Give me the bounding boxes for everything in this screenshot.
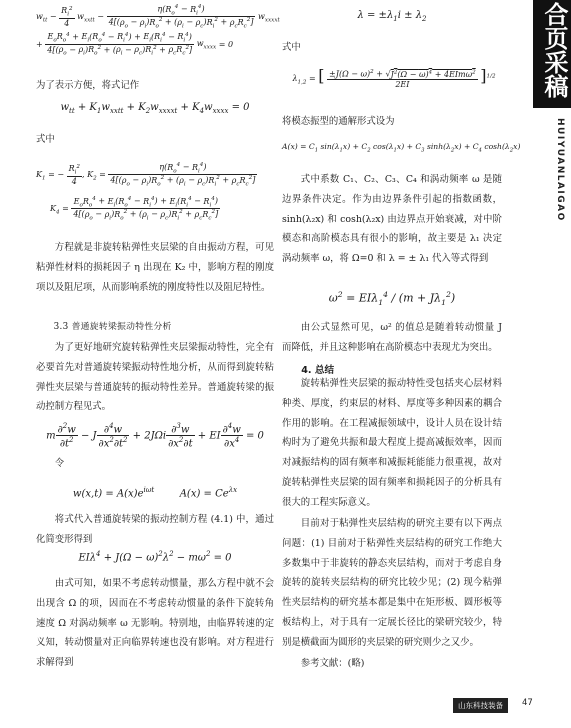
brand-english-label: HUIYUANLAIGAO [555,118,565,222]
paragraph-6: 式中系数 C₁、C₂、C₃、C₄ 和涡动频率 ω 是随边界条件决定。作为由边界条件引起的指数函数，sinh(λ₂x) 和 cosh(λ₂x) 由边界点开始衰减，对中阶模态和高阶模态具有很小的影响，故主要是 λ₁ 决定涡动频率 ω，将 Ω=0 和 λ = ± λ₁ 代入等式得到 [282,174,502,265]
paragraph-9: 目前对于粘弹性夹层结构的研究主要有以下两点问题：(1) 目前对于粘弹性夹层结构的研究工作绝大多数集中于非旋转的静态夹层结构，而对于考虑自身旋转的旋转夹层结构的研究比较少见；(2) 现今粘弹性夹层结构的研究基本都是集中在矩形板、圆形板等板结构上，对于具有一定展长径比的梁研究较少，特别是横截面为圆形的夹层梁的研究则少之又少。 [282,518,502,648]
paragraph-4: 由式可知，如果不考虑转动惯量，那么方程中就不会出现含 Ω 的项，因而在不考虑转动惯量的条件下旋转角速度 Ω 对涡动频率 ω 无影响。特别地，由临界转速的定义知，转动惯量对正向临界转速也没有影响。对方程进行求解得到 [36,578,274,669]
equation-lambda-pm: $\lambda = \pm\lambda_1i \pm \lambda_2$ [357,10,427,23]
equation-top-line2: + $\frac{E_oR_o^4 + E_i(R_o^4 - R_i^4) + E_i(R_i^4 - R_i^4)}{4[(\rho_o - \rho_i)R_o^2 + (\rho_i - \rho_c)R_i^2 + \rho_cR_c^2]}$ $w_{xxxx} = 0$ [36,31,234,57]
paragraph-7: 由公式显然可见，ω² 的值总是随着转动惯量 J 而降低，并且这种影响在高阶模态中表现尤为突出。 [282,322,502,353]
equation-omega: $\omega^2 = EI\lambda_1^4 / (m + J\lambda_1^2)$ [328,290,456,307]
where-label-1: 式中 [36,134,55,145]
equation-k4: $K_4$ = $\frac{E_oR_o^4 + E_i(R_o^4 - R_i^4) + E_i(R_i^4 - R_i^4)}{4[(\rho_o - \rho_i)R_o^2 + (\rho_i - \rho_c)R_i^2 + \rho_cR_c^2]}$ [50,196,219,222]
references-label: 参考文献：(略) [300,658,365,669]
let-label: 令 [54,458,65,469]
footer-page-number: 47 [522,698,533,708]
equation-substitution: $w(x,t) = A(x)e^{i\omega t}$ $A(x) = Ce^{\lambda x}$ [72,486,238,500]
paragraph-5: 将模态振型的通解形式设为 [282,116,395,127]
where-label-2: 式中 [282,42,301,53]
paragraph-1: 方程就是非旋转粘弹性夹层梁的自由振动方程，可见粘弹性材料的损耗因子 η 出现在 K₂ 中，影响方程的刚度项以及阻尼项，从而影响系统的刚度特性以及阻尼特性。 [36,242,274,293]
equation-motion: m $\frac{\partial^2w}{\partial t^2}$ − J $\frac{\partial^4w}{\partial x^2\partial t^2}$ + 2JΩi $\frac{\partial^3w}{\partial x^2\partial t}$ + EI $\frac{\partial^4w}{\partial x^4}$ = 0 [46,422,264,450]
paragraph-8: 旋转粘弹性夹层梁的振动特性受包括夹心层材料种类、厚度，约束层的材料、厚度等多种因素的耦合作用的影响。在工程减振领域中，设计人员在设计结构时为了避免共振和最大程度上提高减振效率，因而对减振结构的固有频率和减振耗能能力很重视，故对旋转粘弹性夹层梁的固有频率和损耗因子的分析具有很大的工程实际意义。 [282,378,502,508]
equation-lambda12: $\lambda_{1,2}$ = [ $\frac{\pm J(\Omega - \omega)^2 + √J^2(\Omega - \omega)^4 + 4EIm\omega^2}{2EI}$ ]$^{1/2}$ [292,66,496,89]
section-heading-4: 4. 总结 [301,365,335,376]
paragraph-3: 将式代入普通旋转梁的振动控制方程 (4.1) 中，通过化简变形得到 [36,514,274,545]
paragraph-2: 为了更好地研究旋转粘弹性夹层梁振动特性，完全有必要首先对普通旋转梁振动特性地分析，从而得到旋转粘弹性夹层梁与普通旋转的振动特性差异。普通旋转梁的振动控制方程见式。 [36,342,274,413]
intro-text-1: 为了表示方便，将式记作 [36,80,140,91]
equation-k1-k2: $K_1$ = − $\frac{R_i^2}{4}$ , $K_2$ = $\frac{\eta(R_o^4 - R_i^4)}{4[(\rho_o - \rho_i)R_o^2 + (\rho_i - \rho_c)R_i^2 + \rho_cR_c^2]}$ [36,162,256,188]
equation-compact: $w_{tt} + K_1w_{xxtt} + K_2w_{xxxxt} + K_4w_{xxxx} = 0$ [60,102,250,115]
equation-top [36,4,280,57]
section-heading-3-3: 3.3 普通旋转梁振动特性分析 [53,322,172,332]
equation-top-line1: $w_{tt}$ − $\frac{R_i^2}{4}$ $w_{xxtt}$ − $\frac{\eta(R_o^4 - R_i^4)}{4[(\rho_o - \rho_i)R_o^2 + (\rho_i - \rho_c)R_i^2 + \rho_cR_c^2]}$ $w_{xxxxt}$ [36,4,280,30]
equation-mode-shape: $A(x) = C_1$ $\sin(\lambda_1x) + C_2$ $\cos(\lambda_1x) + C_3$ $\sinh(\lambda_2x) + C_4$ $\cosh(\lambda_2x)$ [282,142,521,154]
footer-journal-name: 山东科技装备 [453,698,508,713]
brand-chinese-logo: 合页采稿 [540,2,568,98]
equation-characteristic: $EI\lambda^4 + J(\Omega - \omega)^2\lambda^2 - m\omega^2 = 0$ [78,550,232,564]
